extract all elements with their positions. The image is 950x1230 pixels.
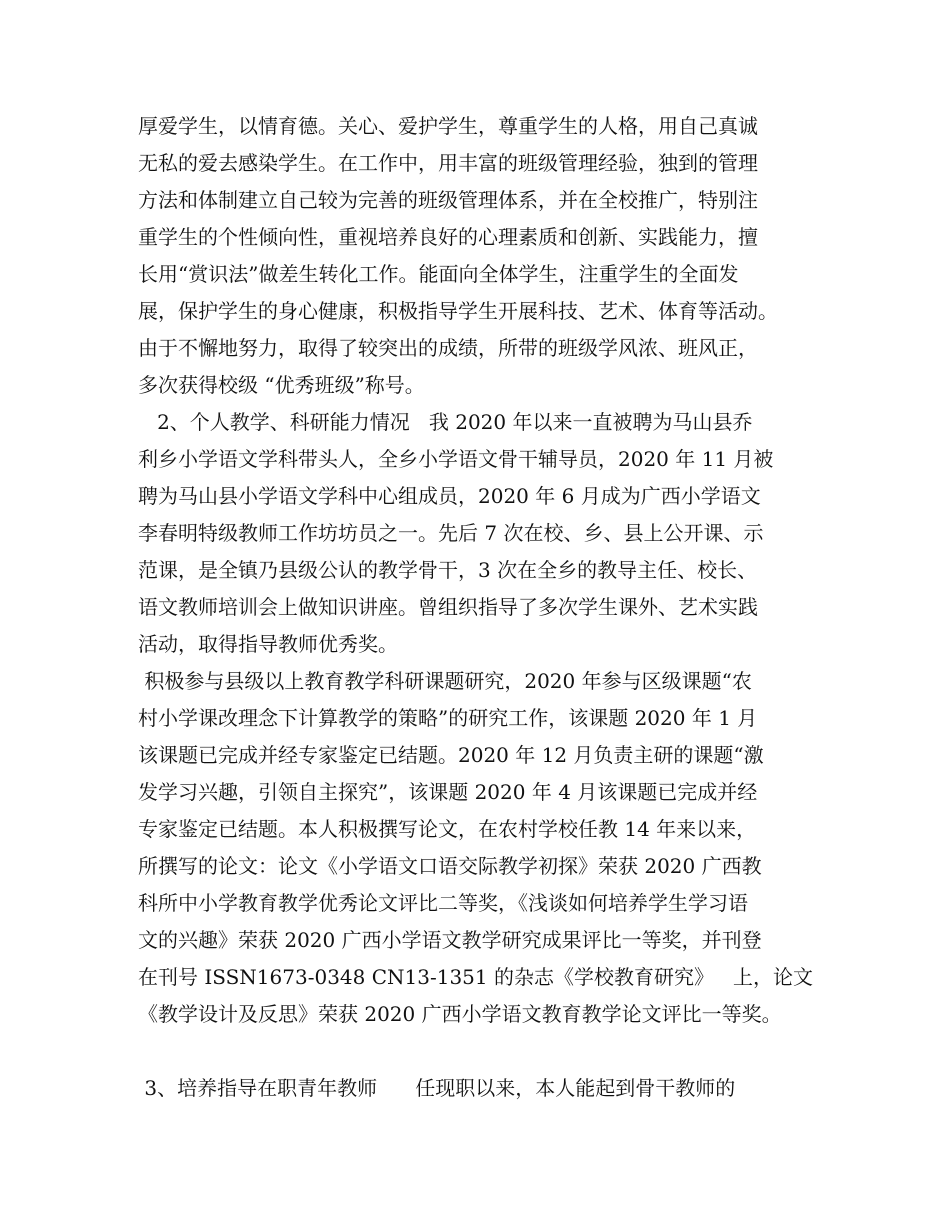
text-line: 聘为马山县小学语文学科中心组成员，2020 年 6 月成为广西小学语文 bbox=[138, 484, 761, 508]
text-line: 文的兴趣》荣获 2020 广西小学语文教学研究成果评比一等奖，并刊登 bbox=[138, 928, 762, 952]
text-line: 多次获得校级 “优秀班级”称号。 bbox=[138, 373, 425, 397]
text-line: 由于不懈地努力，取得了较突出的成绩，所带的班级学风浓、班风正， bbox=[138, 336, 758, 360]
text-line: 利乡小学语文学科带头人，全乡小学语文骨干辅导员，2020 年 11 月被 bbox=[138, 447, 774, 471]
text-line: 该课题已完成并经专家鉴定已结题。2020 年 12 月负责主研的课题“激 bbox=[138, 743, 764, 767]
text-line: 厚爱学生，以情育德。关心、爱护学生，尊重学生的人格，用自己真诚 bbox=[138, 114, 758, 138]
text-line: 范课，是全镇乃县级公认的教学骨干，3 次在全乡的教导主任、校长、 bbox=[138, 558, 758, 582]
text-line: 重学生的个性倾向性，重视培养良好的心理素质和创新、实践能力，擅 bbox=[138, 225, 758, 249]
section-heading-line: 2、个人教学、科研能力情况 我 2020 年以来一直被聘为马山县乔 bbox=[138, 410, 753, 434]
text-line: 活动，取得指导教师优秀奖。 bbox=[138, 632, 398, 656]
text-line: 在刊号 ISSN1673-0348 CN13-1351 的杂志《学校教育研究》 上，论文 bbox=[138, 965, 814, 989]
text-line: 村小学课改理念下计算教学的策略”的研究工作，该课题 2020 年 1 月 bbox=[138, 706, 758, 730]
text-line: 语文教师培训会上做知识讲座。曾组织指导了多次学生课外、艺术实践 bbox=[138, 595, 758, 619]
text-line: 积极参与县级以上教育教学科研课题研究，2020 年参与区级课题“农 bbox=[138, 669, 752, 693]
text-line: 长用“赏识法”做差生转化工作。能面向全体学生，注重学生的全面发 bbox=[138, 262, 739, 286]
section-heading-line: 3、培养指导在职青年教师 任现职以来，本人能起到骨干教师的 bbox=[138, 1076, 736, 1100]
text-line: 方法和体制建立自己较为完善的班级管理体系，并在全校推广，特别注 bbox=[138, 188, 758, 212]
text-line: 科所中小学教育教学优秀论文评比二等奖，《浅谈如何培养学生学习语 bbox=[138, 891, 748, 915]
text-line: 所撰写的论文：论文《小学语文口语交际教学初探》荣获 2020 广西教 bbox=[138, 854, 762, 878]
text-line: 无私的爱去感染学生。在工作中，用丰富的班级管理经验，独到的管理 bbox=[138, 151, 758, 175]
text-line: 专家鉴定已结题。本人积极撰写论文，在农村学校任教 14 年来以来， bbox=[138, 817, 757, 841]
text-line: 《教学设计及反思》荣获 2020 广西小学语文教育教学论文评比一等奖。 bbox=[138, 1002, 782, 1026]
text-line: 展，保护学生的身心健康，积极指导学生开展科技、艺术、体育等活动。 bbox=[138, 299, 778, 323]
text-line: 发学习兴趣，引领自主探究”，该课题 2020 年 4 月该课题已完成并经 bbox=[138, 780, 758, 804]
text-line: 李春明特级教师工作坊坊员之一。先后 7 次在校、乡、县上公开课、示 bbox=[138, 521, 764, 545]
